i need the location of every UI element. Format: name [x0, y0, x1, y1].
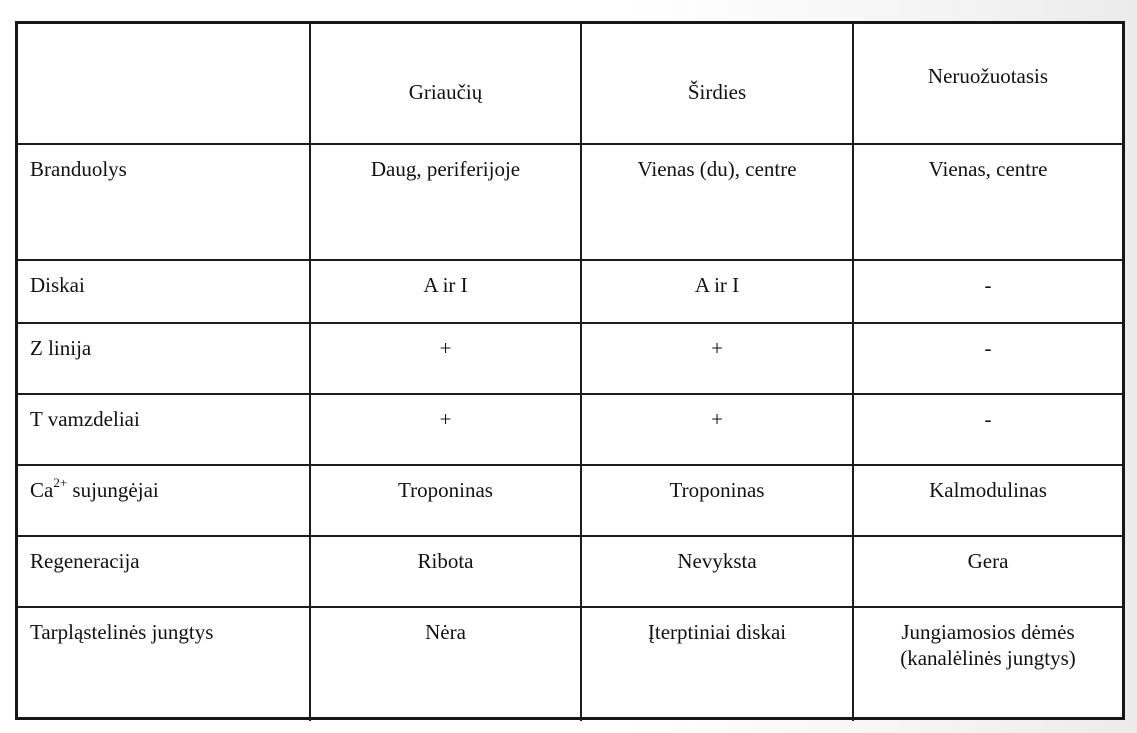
cell-value: Nevyksta [677, 549, 757, 573]
cell-value: Vienas (du), centre [637, 157, 797, 181]
row-label-cell [18, 536, 310, 607]
table-cell [581, 394, 853, 465]
table-cell [853, 260, 1122, 323]
cell-value-line: (kanalėlinės jungtys) [900, 646, 1076, 670]
cell-value [854, 608, 1122, 671]
table-row [18, 260, 1122, 323]
cell-value: Ribota [417, 549, 474, 573]
cell-value: + [711, 336, 723, 360]
cell-value: - [984, 407, 992, 431]
table-row [18, 323, 1122, 394]
row-label: Tarpląstelinės jungtys [30, 620, 214, 644]
cell-value: Troponinas [398, 478, 493, 502]
row-label: T vamzdeliai [30, 407, 140, 431]
row-label-cell [18, 394, 310, 465]
table-row [18, 536, 1122, 607]
header-skeletal: Griaučių [408, 79, 483, 104]
row-label-cell [18, 323, 310, 394]
table-row [18, 144, 1122, 260]
table-cell [310, 607, 581, 721]
table-cell [581, 607, 853, 721]
row-label-cell [18, 144, 310, 260]
row-label-cell [18, 465, 310, 536]
table-row [18, 394, 1122, 465]
table-row [18, 465, 1122, 536]
table-row [18, 607, 1122, 721]
row-label: Z linija [30, 336, 92, 360]
table-cell [853, 465, 1122, 536]
header-cell-skeletal [310, 24, 581, 144]
header-smooth: Neruožuotasis [927, 63, 1049, 88]
table-header-row [18, 24, 1122, 144]
table-cell [581, 144, 853, 260]
header-corner-cell [18, 24, 310, 144]
table-cell [310, 144, 581, 260]
cell-value: Kalmodulinas [929, 478, 1047, 502]
header-cardiac: Širdies [687, 79, 747, 104]
table-cell [310, 323, 581, 394]
table-cell [853, 536, 1122, 607]
cell-value: + [711, 407, 723, 431]
row-label: Regeneracija [30, 549, 140, 573]
cell-value: - [984, 336, 992, 360]
row-label-prefix: Ca [30, 478, 54, 502]
row-label-superscript: 2+ [53, 475, 68, 490]
cell-value: Troponinas [669, 478, 765, 502]
cell-value: Gera [967, 549, 1009, 573]
row-label: Diskai [30, 273, 85, 297]
table-cell [310, 465, 581, 536]
table-cell [581, 465, 853, 536]
cell-value: - [984, 273, 992, 297]
table-cell [310, 536, 581, 607]
table-cell [853, 394, 1122, 465]
header-cell-cardiac [581, 24, 853, 144]
comparison-table-frame [15, 21, 1125, 720]
row-label-cell [18, 607, 310, 721]
table-cell [853, 144, 1122, 260]
row-label [18, 466, 309, 503]
cell-value: Vienas, centre [928, 157, 1048, 181]
row-label: Branduolys [30, 157, 127, 181]
cell-value: A ir I [694, 273, 740, 297]
table-cell [581, 536, 853, 607]
row-label-suffix: sujungėjai [67, 478, 159, 502]
cell-value: A ir I [423, 273, 468, 297]
cell-value: Daug, periferijoje [370, 157, 521, 181]
cell-value-line: Jungiamosios dėmės [901, 620, 1075, 644]
table-cell [310, 260, 581, 323]
table-cell [853, 607, 1122, 721]
header-cell-smooth [853, 24, 1122, 144]
cell-value: + [439, 407, 452, 431]
cell-value: + [439, 336, 452, 360]
table-cell [310, 394, 581, 465]
row-label-cell [18, 260, 310, 323]
cell-value: Įterptiniai diskai [647, 620, 787, 644]
muscle-comparison-table [18, 24, 1122, 721]
table-cell [581, 323, 853, 394]
cell-value: Nėra [425, 620, 466, 644]
table-cell [581, 260, 853, 323]
table-cell [853, 323, 1122, 394]
